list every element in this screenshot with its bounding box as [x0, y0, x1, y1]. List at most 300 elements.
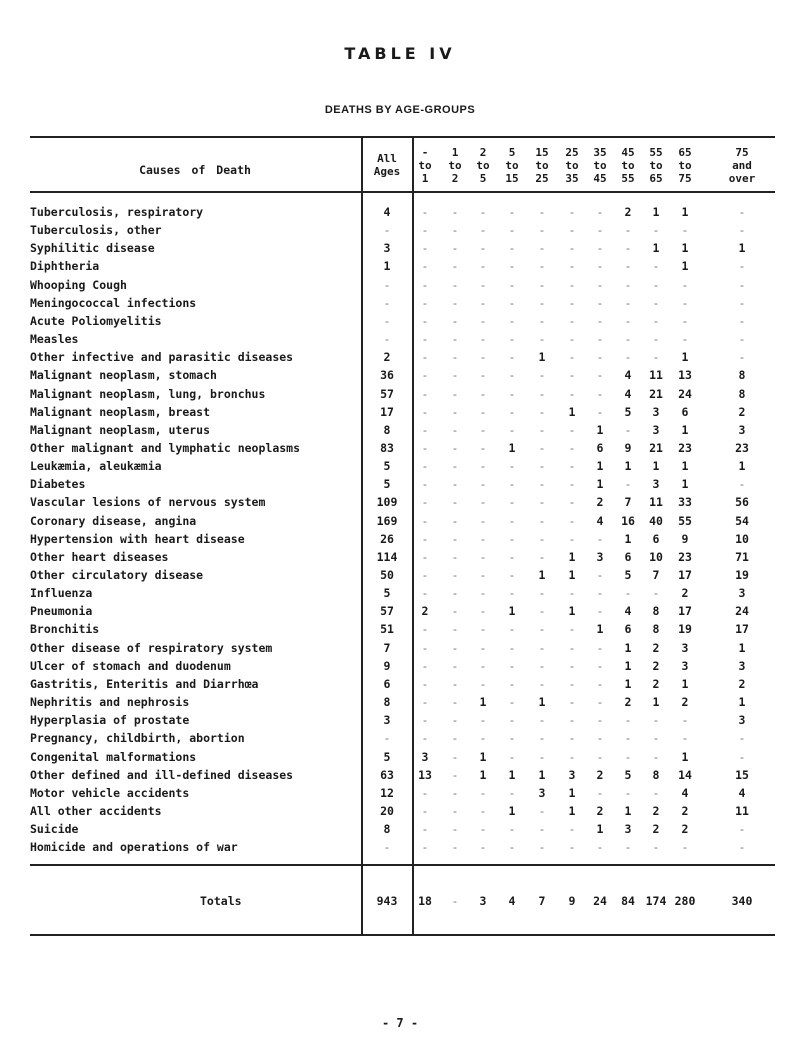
cell-age-group: - [421, 658, 429, 673]
cell-age-group: - [421, 622, 429, 637]
cell-all-ages: 6 [383, 676, 391, 691]
cell-age-group: 3 [652, 404, 660, 419]
cell-age-group: 3 [681, 658, 689, 673]
cell-age-group: 1 [568, 549, 576, 564]
cell-age-group: - [508, 368, 516, 383]
cell-age-group: - [568, 531, 576, 546]
cell-age-group: 3 [596, 549, 604, 564]
cell-age-group: - [479, 495, 487, 510]
cell-age-group: - [538, 259, 546, 274]
cell-age-group: 17 [678, 604, 692, 619]
cell-age-group: - [479, 277, 487, 292]
cell-age-group: 21 [649, 386, 663, 401]
cell-age-group: 1 [568, 803, 576, 818]
cell-age-group: 2 [652, 676, 660, 691]
cell-age-group: 6 [681, 404, 689, 419]
row-cause-label: Other circulatory disease [30, 568, 204, 582]
cell-age-group: 5 [624, 568, 632, 582]
cell-age-group: - [738, 477, 746, 492]
cell-age-group: - [568, 368, 576, 383]
cell-age-group: - [568, 822, 576, 837]
cell-age-group: - [451, 350, 459, 365]
cell-age-group: - [538, 332, 546, 347]
cell-age-group: - [596, 695, 604, 710]
cell-age-group: 3 [738, 586, 746, 601]
cell-age-group: - [508, 277, 516, 292]
cell-all-ages: 7 [383, 640, 391, 655]
cell-age-group: - [451, 531, 459, 546]
cell-age-group: - [479, 622, 487, 637]
row-cause-label: Nephritis and nephrosis [30, 695, 190, 710]
cell-age-group: - [421, 731, 429, 746]
cell-age-group: - [451, 422, 459, 437]
total-age-group: 18 [418, 894, 432, 908]
cell-all-ages: 17 [380, 404, 394, 419]
cell-age-group: 1 [652, 205, 660, 219]
cell-age-group: - [596, 332, 604, 347]
cell-age-group: - [538, 404, 546, 419]
cell-age-group: - [451, 695, 459, 710]
cell-age-group: - [652, 259, 660, 274]
cell-age-group: 4 [624, 386, 632, 401]
total-age-group: 340 [731, 894, 753, 908]
cell-age-group: 1 [624, 640, 632, 655]
row-cause-label: Tuberculosis, other [30, 223, 162, 238]
cell-age-group: 54 [735, 513, 749, 528]
cell-age-group: 1 [568, 604, 576, 619]
cell-age-group: 19 [678, 622, 692, 637]
cell-age-group: - [624, 840, 632, 855]
cell-age-group: - [624, 477, 632, 492]
cell-age-group: - [538, 549, 546, 564]
cell-age-group: - [538, 531, 546, 546]
cell-age-group: - [568, 586, 576, 601]
cell-age-group: 1 [568, 785, 576, 800]
cell-age-group: - [596, 713, 604, 728]
cell-age-group: - [624, 223, 632, 238]
cell-all-ages: 8 [383, 822, 391, 837]
cell-all-ages: 20 [380, 803, 394, 818]
cell-age-group: - [738, 822, 746, 837]
cell-age-group: - [479, 223, 487, 238]
cell-age-group: 6 [624, 549, 632, 564]
total-age-group: 174 [645, 894, 667, 908]
total-age-group: 280 [674, 894, 696, 908]
total-age-group: 4 [508, 894, 516, 908]
cell-age-group: 10 [735, 531, 749, 546]
cell-age-group: - [538, 803, 546, 818]
cell-age-group: 1 [596, 422, 604, 437]
cell-age-group: - [568, 477, 576, 492]
cell-age-group: - [421, 404, 429, 419]
column-header: 55 to 65 [649, 146, 663, 185]
cell-age-group: - [479, 386, 487, 401]
cell-age-group: - [652, 785, 660, 800]
row-cause-label: Hypertension with heart disease [30, 531, 245, 546]
header-causes-of-death: Causes of Death [139, 163, 251, 177]
row-cause-label: Gastritis, Enteritis and Diarrhœa [30, 676, 259, 691]
cell-age-group: - [596, 295, 604, 310]
cell-age-group: - [624, 731, 632, 746]
cell-age-group: - [538, 840, 546, 855]
row-cause-label: Acute Poliomyelitis [30, 313, 162, 328]
cell-age-group: - [479, 822, 487, 837]
row-cause-label: Congenital malformations [30, 749, 197, 764]
cell-age-group: - [538, 223, 546, 238]
row-cause-label: Malignant neoplasm, uterus [30, 422, 211, 437]
cell-age-group: - [652, 223, 660, 238]
cell-age-group: 1 [624, 658, 632, 673]
cell-age-group: - [421, 205, 429, 219]
cell-age-group: 7 [652, 568, 660, 582]
column-header: 65 to 75 [678, 146, 692, 185]
cell-age-group: 3 [738, 658, 746, 673]
cell-age-group: 1 [738, 459, 746, 474]
cell-age-group: 40 [649, 513, 663, 528]
cell-age-group: 3 [738, 422, 746, 437]
cell-age-group: - [596, 205, 604, 219]
cell-age-group: 1 [681, 259, 689, 274]
cell-all-ages: 26 [380, 531, 394, 546]
cell-age-group: - [479, 640, 487, 655]
cell-age-group: - [538, 604, 546, 619]
cell-age-group: - [451, 205, 459, 219]
cell-age-group: - [568, 277, 576, 292]
cell-age-group: 11 [649, 368, 663, 383]
cell-age-group: - [508, 785, 516, 800]
row-cause-label: Influenza [30, 586, 93, 601]
cell-age-group: 1 [652, 695, 660, 710]
cell-age-group: - [451, 404, 459, 419]
cell-all-ages: 50 [380, 568, 394, 582]
cell-age-group: - [479, 368, 487, 383]
cell-age-group: 23 [735, 440, 749, 455]
cell-age-group: - [451, 313, 459, 328]
cell-all-ages: 3 [383, 713, 391, 728]
cell-age-group: 1 [681, 422, 689, 437]
cell-age-group: - [568, 840, 576, 855]
cell-age-group: - [451, 640, 459, 655]
cell-age-group: - [508, 223, 516, 238]
cell-age-group: - [568, 695, 576, 710]
cell-age-group: - [421, 586, 429, 601]
table-bottom-rule [30, 934, 775, 936]
cell-age-group: - [508, 313, 516, 328]
cell-age-group: 1 [624, 459, 632, 474]
cell-age-group: - [681, 313, 689, 328]
cell-age-group: - [451, 495, 459, 510]
cell-age-group: - [624, 422, 632, 437]
cell-all-ages: 5 [383, 586, 391, 601]
cell-age-group: 1 [508, 604, 516, 619]
cell-age-group: - [508, 350, 516, 365]
cell-age-group: 23 [678, 440, 692, 455]
cell-age-group: 2 [652, 822, 660, 837]
cell-age-group: 1 [479, 749, 487, 764]
cell-age-group: - [479, 313, 487, 328]
cell-all-ages: - [383, 277, 391, 292]
cell-age-group: - [652, 332, 660, 347]
cell-age-group: - [421, 513, 429, 528]
cell-age-group: 33 [678, 495, 692, 510]
cell-age-group: - [421, 840, 429, 855]
cell-age-group: - [421, 785, 429, 800]
cell-age-group: 3 [652, 477, 660, 492]
cell-age-group: - [421, 477, 429, 492]
cell-age-group: - [451, 549, 459, 564]
cell-age-group: - [538, 313, 546, 328]
row-cause-label: Homicide and operations of war [30, 840, 238, 855]
cell-age-group: - [479, 350, 487, 365]
cell-age-group: - [421, 531, 429, 546]
total-age-group: 84 [621, 894, 635, 908]
cell-age-group: - [479, 658, 487, 673]
row-cause-label: Other defined and ill-defined diseases [30, 767, 294, 782]
row-cause-label: Leukæmia, aleukæmia [30, 459, 162, 474]
total-all-ages: 943 [376, 894, 398, 908]
cell-age-group: 1 [596, 477, 604, 492]
cell-age-group: - [624, 241, 632, 256]
cell-age-group: - [624, 277, 632, 292]
cell-age-group: - [596, 568, 604, 582]
cell-age-group: - [596, 404, 604, 419]
cell-age-group: - [421, 713, 429, 728]
row-cause-label: Bronchitis [30, 622, 100, 637]
cell-age-group: 1 [568, 568, 576, 582]
cell-age-group: 1 [681, 241, 689, 256]
cell-age-group: - [508, 531, 516, 546]
row-cause-label: Tuberculosis, respiratory [30, 205, 204, 219]
cell-age-group: - [568, 495, 576, 510]
cell-age-group: 7 [624, 495, 632, 510]
column-header: 45 to 55 [621, 146, 635, 185]
cell-age-group: 17 [678, 568, 692, 582]
cell-age-group: - [451, 749, 459, 764]
cell-age-group: - [538, 495, 546, 510]
row-cause-label: Other heart diseases [30, 549, 169, 564]
cell-all-ages: - [383, 223, 391, 238]
row-cause-label: Pregnancy, childbirth, abortion [30, 731, 245, 746]
cell-age-group: 1 [508, 803, 516, 818]
cell-age-group: 3 [624, 822, 632, 837]
table-totals-rule [30, 864, 775, 866]
cell-age-group: 10 [649, 549, 663, 564]
cell-age-group: 4 [738, 785, 746, 800]
cell-age-group: - [479, 459, 487, 474]
cell-age-group: 4 [596, 513, 604, 528]
cell-age-group: 3 [421, 749, 429, 764]
cell-age-group: - [538, 422, 546, 437]
cell-all-ages: - [383, 731, 391, 746]
table-top-rule [30, 136, 775, 138]
cell-age-group: - [508, 495, 516, 510]
cell-age-group: 6 [624, 622, 632, 637]
cell-age-group: - [421, 332, 429, 347]
row-cause-label: Malignant neoplasm, lung, bronchus [30, 386, 266, 401]
cell-age-group: - [538, 277, 546, 292]
total-age-group: 3 [479, 894, 487, 908]
cell-age-group: - [652, 731, 660, 746]
cell-age-group: - [652, 350, 660, 365]
cell-age-group: - [451, 386, 459, 401]
cell-all-ages: 3 [383, 241, 391, 256]
row-cause-label: Hyperplasia of prostate [30, 713, 190, 728]
cell-age-group: - [451, 658, 459, 673]
cell-age-group: - [596, 640, 604, 655]
cell-age-group: - [538, 713, 546, 728]
cell-age-group: - [451, 568, 459, 582]
cell-age-group: 2 [652, 803, 660, 818]
cell-age-group: - [624, 259, 632, 274]
cell-age-group: 1 [681, 676, 689, 691]
cell-age-group: - [508, 477, 516, 492]
cell-age-group: - [508, 295, 516, 310]
cell-age-group: - [479, 840, 487, 855]
cell-age-group: - [479, 513, 487, 528]
row-cause-label: Diphtheria [30, 259, 100, 274]
cell-age-group: - [738, 295, 746, 310]
cell-age-group: - [508, 695, 516, 710]
cell-all-ages: 9 [383, 658, 391, 673]
cell-age-group: - [508, 713, 516, 728]
cell-age-group: - [652, 277, 660, 292]
cell-age-group: - [479, 477, 487, 492]
cell-age-group: - [596, 531, 604, 546]
cell-age-group: - [538, 513, 546, 528]
cell-age-group: 4 [624, 604, 632, 619]
column-header: All Ages [373, 152, 401, 178]
cell-age-group: - [508, 259, 516, 274]
cell-age-group: - [652, 586, 660, 601]
cell-age-group: - [624, 785, 632, 800]
cell-age-group: - [681, 223, 689, 238]
row-cause-label: Pneumonia [30, 604, 93, 619]
cell-age-group: 6 [652, 531, 660, 546]
cell-all-ages: 5 [383, 749, 391, 764]
cell-age-group: - [624, 313, 632, 328]
cell-age-group: 2 [681, 803, 689, 818]
cell-age-group: - [421, 241, 429, 256]
cell-all-ages: 1 [383, 259, 391, 274]
cell-age-group: 1 [652, 459, 660, 474]
cell-age-group: 2 [652, 658, 660, 673]
cell-age-group: 1 [538, 767, 546, 782]
row-cause-label: Ulcer of stomach and duodenum [30, 658, 231, 673]
row-cause-label: Whooping Cough [30, 277, 127, 292]
cell-age-group: - [479, 803, 487, 818]
cell-age-group: - [421, 568, 429, 582]
cell-age-group: 17 [735, 622, 749, 637]
cell-age-group: - [568, 459, 576, 474]
cell-age-group: 2 [738, 404, 746, 419]
cell-age-group: 1 [568, 404, 576, 419]
cell-age-group: - [479, 568, 487, 582]
cell-age-group: 1 [681, 749, 689, 764]
cell-age-group: 2 [624, 695, 632, 710]
cell-age-group: 11 [649, 495, 663, 510]
cell-age-group: - [681, 840, 689, 855]
cell-age-group: - [596, 241, 604, 256]
cell-age-group: 1 [596, 622, 604, 637]
row-cause-label: Diabetes [30, 477, 86, 492]
table-header-rule [30, 191, 775, 193]
cell-age-group: 14 [678, 767, 692, 782]
cell-age-group: 11 [735, 803, 749, 818]
cell-age-group: 5 [624, 767, 632, 782]
cell-age-group: 13 [418, 767, 432, 782]
cell-age-group: - [508, 241, 516, 256]
row-cause-label: Syphilitic disease [30, 241, 155, 256]
cell-age-group: - [738, 840, 746, 855]
cell-age-group: 13 [678, 368, 692, 383]
cell-age-group: - [451, 767, 459, 782]
cell-age-group: - [738, 749, 746, 764]
cell-age-group: 9 [681, 531, 689, 546]
cell-age-group: - [421, 259, 429, 274]
cell-age-group: - [652, 713, 660, 728]
cell-age-group: 1 [738, 640, 746, 655]
cell-age-group: - [738, 259, 746, 274]
cell-age-group: - [451, 803, 459, 818]
cell-age-group: - [479, 713, 487, 728]
cell-all-ages: - [383, 295, 391, 310]
cell-age-group: 8 [652, 767, 660, 782]
cell-age-group: - [479, 785, 487, 800]
cell-age-group: 2 [681, 586, 689, 601]
cell-age-group: - [421, 440, 429, 455]
cell-age-group: 3 [738, 713, 746, 728]
cell-age-group: - [568, 223, 576, 238]
cell-age-group: 8 [738, 368, 746, 383]
cell-age-group: - [568, 205, 576, 219]
cell-age-group: - [538, 440, 546, 455]
cell-age-group: 1 [681, 350, 689, 365]
cell-age-group: - [451, 513, 459, 528]
cell-age-group: - [451, 604, 459, 619]
cell-age-group: - [479, 676, 487, 691]
cell-age-group: - [451, 676, 459, 691]
cell-age-group: - [421, 495, 429, 510]
cell-age-group: - [624, 295, 632, 310]
cell-age-group: - [421, 277, 429, 292]
cell-age-group: - [479, 295, 487, 310]
cell-age-group: - [421, 350, 429, 365]
cell-all-ages: 109 [376, 495, 398, 510]
cell-all-ages: - [383, 840, 391, 855]
cell-age-group: - [538, 731, 546, 746]
column-header: 1 to 2 [448, 146, 462, 185]
cell-age-group: - [451, 477, 459, 492]
cell-age-group: - [538, 477, 546, 492]
cell-age-group: - [451, 840, 459, 855]
cell-age-group: - [738, 731, 746, 746]
cell-age-group: - [451, 713, 459, 728]
totals-label: Totals [200, 894, 242, 908]
total-age-group: 9 [568, 894, 576, 908]
cell-age-group: - [681, 731, 689, 746]
cell-age-group: - [508, 840, 516, 855]
cell-age-group: 1 [624, 531, 632, 546]
cell-age-group: 4 [624, 368, 632, 383]
cell-age-group: - [538, 822, 546, 837]
cell-age-group: - [624, 749, 632, 764]
cell-age-group: - [596, 259, 604, 274]
cell-age-group: - [681, 277, 689, 292]
cell-age-group: - [568, 332, 576, 347]
cell-age-group: - [508, 404, 516, 419]
cell-all-ages: - [383, 332, 391, 347]
cell-age-group: 1 [479, 695, 487, 710]
